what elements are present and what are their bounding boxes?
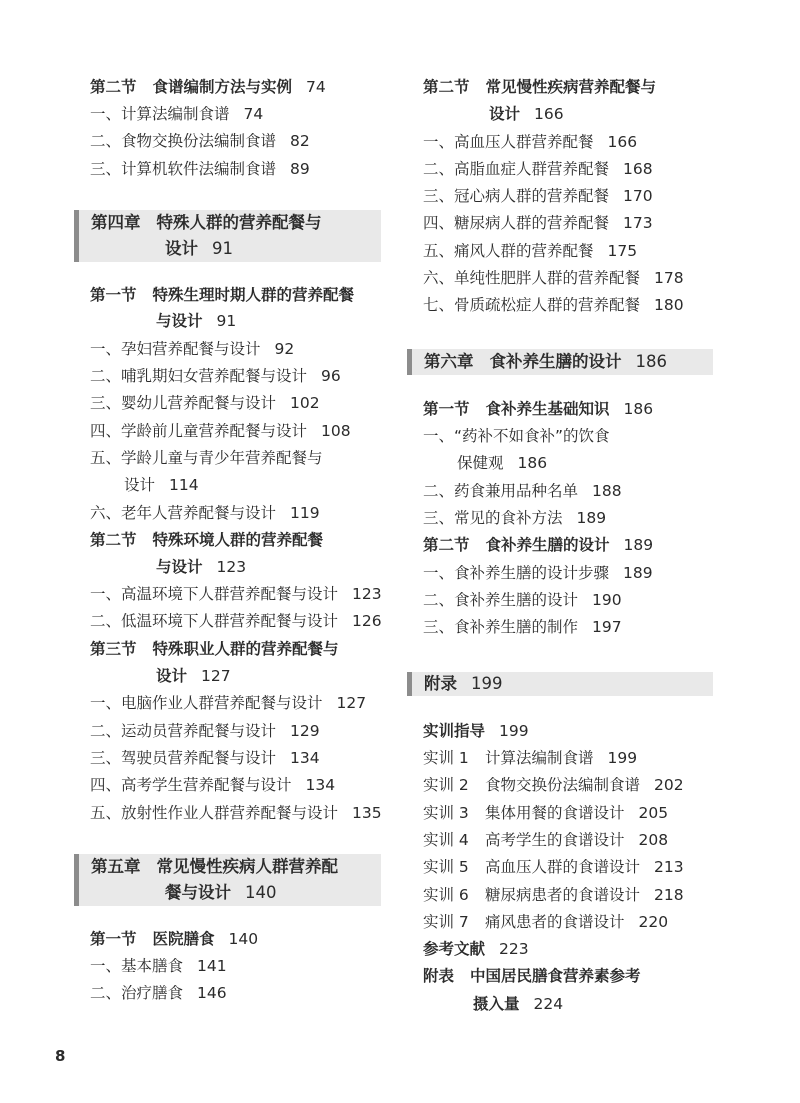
entry-text: 五、痛风人群的营养配餐 bbox=[423, 242, 594, 260]
entry-text: 一、计算法编制食谱 bbox=[90, 105, 230, 123]
page-ref: 213 bbox=[654, 858, 684, 876]
toc-section-heading-cont[interactable] bbox=[156, 663, 231, 690]
entry-text: 第二节 bbox=[90, 78, 137, 96]
entry-text: 计算法编制食谱 bbox=[485, 749, 594, 767]
toc-section-heading[interactable] bbox=[423, 74, 656, 101]
entry-text: 中国居民膳食营养素参考 bbox=[470, 967, 641, 985]
entry-text: 一、食补养生膳的设计步骤 bbox=[423, 564, 610, 582]
entry-text: 七、骨质疏松症人群的营养配餐 bbox=[423, 296, 641, 314]
page-ref: 168 bbox=[623, 160, 653, 178]
entry-text bbox=[90, 531, 323, 549]
page-ref: 134 bbox=[305, 776, 336, 794]
toc-item[interactable] bbox=[90, 500, 320, 527]
entry-text: 实训指导 bbox=[423, 722, 486, 740]
entry-text: 二、高脂血症人群营养配餐 bbox=[423, 160, 610, 178]
page-ref: 220 bbox=[638, 913, 669, 931]
page-number: 8 bbox=[55, 1047, 66, 1065]
page-ref: 224 bbox=[533, 995, 564, 1013]
page-ref: 170 bbox=[623, 187, 653, 205]
training-item[interactable] bbox=[423, 882, 684, 909]
entry-text: 三、食补养生膳的制作 bbox=[423, 618, 579, 636]
entry-text bbox=[90, 930, 215, 948]
entry-text: 一、“药补不如食补”的饮食 bbox=[423, 427, 610, 445]
entry-text: 第一节 bbox=[423, 400, 470, 418]
page-ref: 178 bbox=[654, 269, 684, 287]
entry-text: 痛风患者的食谱设计 bbox=[485, 913, 625, 931]
training-label: 实训 2 bbox=[423, 776, 469, 794]
entry-text: 五、学龄儿童与青少年营养配餐与 bbox=[90, 449, 323, 467]
page-ref: 190 bbox=[592, 591, 622, 609]
toc-item[interactable] bbox=[90, 101, 263, 128]
page-ref: 91 bbox=[216, 312, 237, 330]
entry-text: 第五章 bbox=[91, 857, 141, 876]
entry-text: 保健观 bbox=[457, 454, 504, 472]
entry-text: 三、冠心病人群的营养配餐 bbox=[423, 187, 610, 205]
entry-text: 设计 bbox=[124, 476, 156, 494]
entry-text: 五、放射性作业人群营养配餐与设计 bbox=[90, 804, 339, 822]
entry-text: 附录 bbox=[424, 674, 457, 693]
entry-text: 二、治疗膳食 bbox=[90, 984, 184, 1002]
entry-text: 第一节 bbox=[90, 286, 137, 304]
toc-item[interactable] bbox=[90, 336, 294, 363]
page-ref: 166 bbox=[607, 133, 638, 151]
training-label: 实训 7 bbox=[423, 913, 469, 931]
page-ref: 186 bbox=[635, 352, 667, 371]
page-ref: 208 bbox=[638, 831, 669, 849]
entry-text: 二、运动员营养配餐与设计 bbox=[90, 722, 277, 740]
entry-text: 食物交换份法编制食谱 bbox=[485, 776, 641, 794]
page-ref: 108 bbox=[321, 422, 351, 440]
entry-text: 第二节 bbox=[423, 78, 470, 96]
toc-item[interactable] bbox=[423, 560, 653, 587]
toc-item[interactable] bbox=[90, 581, 382, 608]
page-ref: 96 bbox=[321, 367, 341, 385]
page-ref: 140 bbox=[245, 883, 277, 902]
page-ref: 127 bbox=[201, 667, 231, 685]
toc-section-heading[interactable] bbox=[90, 282, 354, 309]
training-item[interactable] bbox=[423, 745, 637, 772]
entry-text: 特殊职业人群的营养配餐与 bbox=[152, 640, 339, 658]
entry-text: 参考文献 bbox=[423, 940, 486, 958]
page-ref: 146 bbox=[197, 984, 227, 1002]
entry-text: 摄入量 bbox=[473, 995, 520, 1013]
page-ref: 199 bbox=[607, 749, 638, 767]
toc-item[interactable] bbox=[423, 265, 684, 292]
page-ref: 89 bbox=[290, 160, 310, 178]
page-ref: 126 bbox=[352, 612, 382, 630]
entry-text: 一、高温环境下人群营养配餐与设计 bbox=[90, 585, 339, 603]
page-ref: 199 bbox=[471, 674, 503, 693]
toc-section-heading-cont[interactable] bbox=[156, 308, 236, 335]
toc-section-heading[interactable] bbox=[90, 926, 258, 953]
toc-item[interactable] bbox=[423, 478, 622, 505]
page-ref: 189 bbox=[576, 509, 607, 527]
toc-item[interactable] bbox=[423, 292, 684, 319]
toc-item[interactable] bbox=[423, 587, 622, 614]
toc-section-heading[interactable] bbox=[90, 527, 323, 554]
toc-item[interactable] bbox=[90, 718, 320, 745]
entry-text: 二、低温环境下人群营养配餐与设计 bbox=[90, 612, 339, 630]
toc-section-heading[interactable] bbox=[90, 74, 326, 101]
entry-text: 六、老年人营养配餐与设计 bbox=[90, 504, 277, 522]
page-ref: 175 bbox=[607, 242, 638, 260]
entry-text: 三、驾驶员营养配餐与设计 bbox=[90, 749, 277, 767]
toc-section-heading[interactable] bbox=[90, 636, 339, 663]
entry-text: 食补养生膳的设计 bbox=[489, 352, 622, 371]
entry-text: 常见慢性疾病营养配餐与 bbox=[485, 78, 657, 96]
page-ref: 119 bbox=[290, 504, 320, 522]
entry-text: 四、高考学生营养配餐与设计 bbox=[90, 776, 292, 794]
training-heading[interactable] bbox=[423, 718, 529, 745]
page-ref: 188 bbox=[592, 482, 622, 500]
page-ref: 166 bbox=[534, 105, 564, 123]
entry-text bbox=[90, 78, 292, 96]
toc-item[interactable] bbox=[90, 690, 366, 717]
toc-section-heading-cont[interactable] bbox=[156, 554, 246, 581]
entry-text bbox=[423, 536, 610, 554]
entry-text: 六、单纯性肥胖人群的营养配餐 bbox=[423, 269, 641, 287]
entry-text: 特殊生理时期人群的营养配餐 bbox=[152, 286, 355, 304]
toc-item[interactable] bbox=[90, 772, 335, 799]
entry-text: 三、常见的食补方法 bbox=[423, 509, 563, 527]
entry-text: 高血压人群的食谱设计 bbox=[485, 858, 641, 876]
entry-text: 三、计算机软件法编制食谱 bbox=[90, 160, 277, 178]
page-ref: 123 bbox=[352, 585, 382, 603]
entry-text: 附表 bbox=[423, 967, 455, 985]
toc-item-cont[interactable] bbox=[457, 450, 547, 477]
page-ref: 134 bbox=[290, 749, 320, 767]
entry-text bbox=[423, 78, 656, 96]
toc-item[interactable] bbox=[423, 183, 653, 210]
entry-text: 食补养生基础知识 bbox=[485, 400, 610, 418]
entry-text: 第四章 bbox=[91, 213, 141, 232]
training-item[interactable] bbox=[423, 772, 684, 799]
page-ref: 91 bbox=[212, 239, 233, 258]
entry-text: 一、电脑作业人群营养配餐与设计 bbox=[90, 694, 323, 712]
page-ref: 74 bbox=[306, 78, 326, 96]
entry-text: 特殊人群的营养配餐与 bbox=[156, 213, 322, 232]
entry-text: 第六章 bbox=[424, 352, 474, 371]
page-ref: 197 bbox=[592, 618, 622, 636]
page-ref: 141 bbox=[197, 957, 227, 975]
toc-item[interactable] bbox=[423, 614, 622, 641]
chapter-heading-6[interactable] bbox=[407, 349, 713, 375]
page-ref: 205 bbox=[638, 804, 669, 822]
toc-item[interactable] bbox=[423, 129, 637, 156]
references-heading[interactable] bbox=[423, 936, 529, 963]
page-ref: 129 bbox=[290, 722, 320, 740]
entry-text: 二、药食兼用品种名单 bbox=[423, 482, 579, 500]
entry-text: 常见慢性疾病人群营养配 bbox=[156, 857, 338, 876]
toc-item[interactable] bbox=[90, 128, 310, 155]
entry-text: 四、学龄前儿童营养配餐与设计 bbox=[90, 422, 308, 440]
page-ref: 186 bbox=[517, 454, 548, 472]
entry-text bbox=[423, 400, 610, 418]
entry-text: 医院膳食 bbox=[152, 930, 215, 948]
toc-section-heading[interactable] bbox=[423, 532, 653, 559]
appendix-table-heading-cont[interactable] bbox=[473, 991, 563, 1018]
page-ref: 140 bbox=[228, 930, 259, 948]
entry-text: 二、食物交换份法编制食谱 bbox=[90, 132, 277, 150]
entry-text bbox=[90, 640, 339, 658]
toc-item[interactable] bbox=[90, 980, 227, 1007]
entry-text: 与设计 bbox=[156, 558, 203, 576]
toc-section-heading-cont[interactable] bbox=[489, 101, 564, 128]
entry-text: 设计 bbox=[156, 667, 188, 685]
page-ref: 189 bbox=[623, 536, 654, 554]
training-label: 实训 3 bbox=[423, 804, 469, 822]
toc-item[interactable] bbox=[423, 505, 606, 532]
page-ref: 92 bbox=[274, 340, 295, 358]
toc-item[interactable] bbox=[90, 418, 351, 445]
page-ref: 180 bbox=[654, 296, 684, 314]
entry-text bbox=[423, 967, 641, 985]
toc-item[interactable] bbox=[423, 423, 610, 450]
page-ref: 202 bbox=[654, 776, 684, 794]
toc-item[interactable] bbox=[90, 390, 320, 417]
entry-text: 集体用餐的食谱设计 bbox=[485, 804, 625, 822]
entry-text: 四、糖尿病人群的营养配餐 bbox=[423, 214, 610, 232]
appendix-heading[interactable] bbox=[407, 672, 713, 696]
training-label: 实训 6 bbox=[423, 886, 469, 904]
training-item[interactable] bbox=[423, 827, 668, 854]
toc-item[interactable] bbox=[90, 953, 227, 980]
entry-text: 糖尿病患者的食谱设计 bbox=[485, 886, 641, 904]
training-item[interactable] bbox=[423, 854, 684, 881]
entry-text: 第二节 bbox=[423, 536, 470, 554]
entry-text: 第一节 bbox=[90, 930, 137, 948]
toc-item[interactable] bbox=[90, 745, 320, 772]
toc-section-heading[interactable] bbox=[423, 396, 653, 423]
toc-item[interactable] bbox=[90, 445, 323, 472]
training-item[interactable] bbox=[423, 800, 668, 827]
entry-text: 食谱编制方法与实例 bbox=[152, 78, 293, 96]
page-ref: 102 bbox=[290, 394, 320, 412]
toc-item-cont[interactable] bbox=[124, 472, 199, 499]
page-ref: 186 bbox=[623, 400, 654, 418]
training-label: 实训 1 bbox=[423, 749, 469, 767]
page-ref: 127 bbox=[336, 694, 367, 712]
chapter-heading-4[interactable] bbox=[74, 210, 381, 262]
page-ref: 114 bbox=[169, 476, 199, 494]
page-ref: 82 bbox=[290, 132, 310, 150]
toc-item[interactable] bbox=[423, 238, 637, 265]
chapter-heading-5[interactable] bbox=[74, 854, 381, 906]
entry-text: 三、婴幼儿营养配餐与设计 bbox=[90, 394, 277, 412]
page-ref: 173 bbox=[623, 214, 653, 232]
training-item[interactable] bbox=[423, 909, 668, 936]
entry-text: 餐与设计 bbox=[165, 883, 231, 902]
toc-item[interactable] bbox=[423, 156, 653, 183]
training-label: 实训 4 bbox=[423, 831, 469, 849]
entry-text: 第二节 bbox=[90, 531, 137, 549]
toc-item[interactable] bbox=[423, 210, 653, 237]
training-label: 实训 5 bbox=[423, 858, 469, 876]
entry-text: 二、哺乳期妇女营养配餐与设计 bbox=[90, 367, 308, 385]
entry-text: 食补养生膳的设计 bbox=[485, 536, 610, 554]
entry-text: 高考学生的食谱设计 bbox=[485, 831, 625, 849]
entry-text: 一、孕妇营养配餐与设计 bbox=[90, 340, 261, 358]
page-ref: 199 bbox=[499, 722, 529, 740]
entry-text: 与设计 bbox=[156, 312, 203, 330]
entry-text: 一、基本膳食 bbox=[90, 957, 184, 975]
page-ref: 223 bbox=[499, 940, 529, 958]
entry-text: 设计 bbox=[489, 105, 521, 123]
page-ref: 218 bbox=[654, 886, 684, 904]
entry-text: 二、食补养生膳的设计 bbox=[423, 591, 579, 609]
entry-text: 第三节 bbox=[90, 640, 137, 658]
appendix-table-heading[interactable] bbox=[423, 963, 641, 990]
page-ref: 123 bbox=[216, 558, 247, 576]
toc-item[interactable] bbox=[90, 363, 341, 390]
page-ref: 189 bbox=[623, 564, 653, 582]
entry-text: 一、高血压人群营养配餐 bbox=[423, 133, 594, 151]
toc-item[interactable] bbox=[90, 608, 382, 635]
page-ref: 135 bbox=[352, 804, 382, 822]
entry-text: 设计 bbox=[165, 239, 198, 258]
toc-item[interactable] bbox=[90, 156, 310, 183]
page-ref: 74 bbox=[243, 105, 264, 123]
entry-text: 特殊环境人群的营养配餐 bbox=[152, 531, 324, 549]
toc-item[interactable] bbox=[90, 800, 382, 827]
entry-text bbox=[90, 286, 354, 304]
